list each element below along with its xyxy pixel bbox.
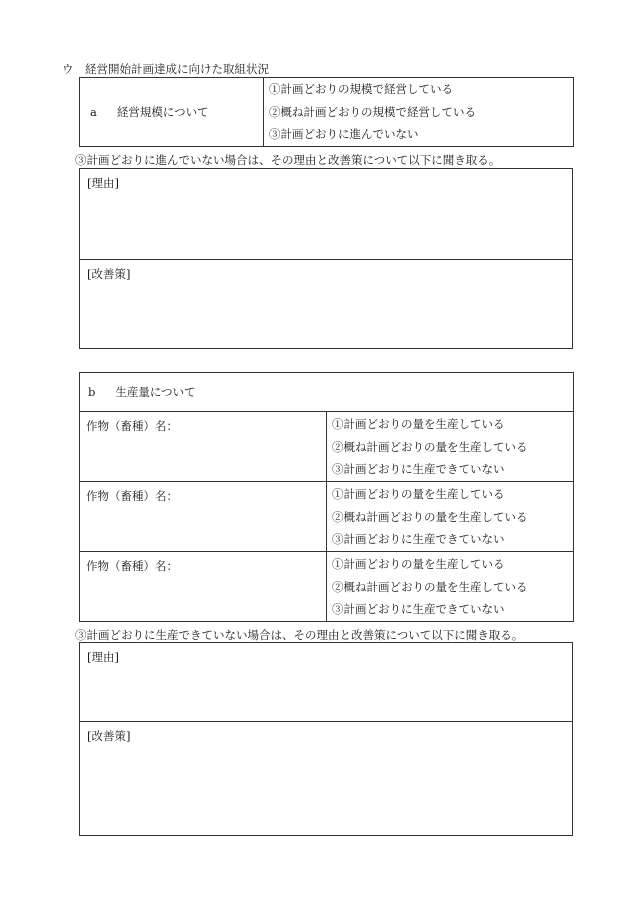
measure-label: [改善策] (87, 729, 131, 743)
scale-option-3[interactable]: ③計画どおりに進んでいない (269, 127, 419, 141)
production-row (80, 482, 574, 552)
production-followup-note: ③計画どおりに生産できていない場合は、その理由と改善策について以下に聞き取る。 (75, 628, 524, 642)
production-option-3[interactable]: ③計画どおりに生産できていない (332, 462, 505, 476)
production-measure-field[interactable] (80, 721, 572, 836)
scale-option-2[interactable]: ②概ね計画どおりの規模で経営している (269, 104, 476, 119)
scale-option-1[interactable]: ①計画どおりの規模で経営している (269, 82, 453, 96)
section-heading: ウ 経営開始計画達成に向けた取組状況 (62, 62, 269, 76)
production-option-1[interactable]: ①計画どおりの量を生産している (332, 557, 505, 571)
crop-label: 作物（畜種）名： (86, 559, 178, 573)
production-options-cell (327, 552, 574, 622)
production-table (79, 372, 574, 622)
crop-label: 作物（畜種）名： (86, 489, 178, 503)
production-option-1[interactable]: ①計画どおりの量を生産している (332, 487, 505, 501)
production-letter: b (88, 385, 96, 399)
production-row (80, 552, 574, 622)
production-option-2[interactable]: ②概ね計画どおりの量を生産している (332, 439, 528, 454)
crop-name-field[interactable] (80, 412, 327, 482)
management-scale-table (79, 77, 574, 147)
production-options-cell (327, 482, 574, 552)
scale-followup-note: ③計画どおりに進んでいない場合は、その理由と改善策について以下に聞き取る。 (75, 153, 501, 167)
reason-label: [理由] (87, 176, 119, 190)
measure-label: [改善策] (87, 267, 131, 281)
scale-options-cell (264, 78, 574, 147)
production-row (80, 412, 574, 482)
production-title-cell (80, 373, 574, 412)
scale-followup-box (79, 168, 573, 349)
production-reason-field[interactable] (80, 643, 572, 721)
production-options-cell (327, 412, 574, 482)
production-option-1[interactable]: ①計画どおりの量を生産している (332, 417, 505, 431)
production-option-3[interactable]: ③計画どおりに生産できていない (332, 532, 505, 546)
scale-measure-field[interactable] (80, 259, 572, 349)
scale-letter: a (90, 104, 97, 119)
crop-label: 作物（畜種）名： (86, 419, 178, 433)
crop-name-field[interactable] (80, 552, 327, 622)
production-option-3[interactable]: ③計画どおりに生産できていない (332, 602, 505, 616)
production-followup-box (79, 642, 573, 836)
scale-reason-field[interactable] (80, 169, 572, 259)
scale-label-cell (80, 78, 264, 147)
scale-label: 経営規模について (116, 104, 209, 119)
production-option-2[interactable]: ②概ね計画どおりの量を生産している (332, 509, 528, 524)
crop-name-field[interactable] (80, 482, 327, 552)
production-option-2[interactable]: ②概ね計画どおりの量を生産している (332, 579, 528, 594)
production-title: 生産量について (115, 385, 196, 399)
reason-label: [理由] (87, 650, 119, 664)
